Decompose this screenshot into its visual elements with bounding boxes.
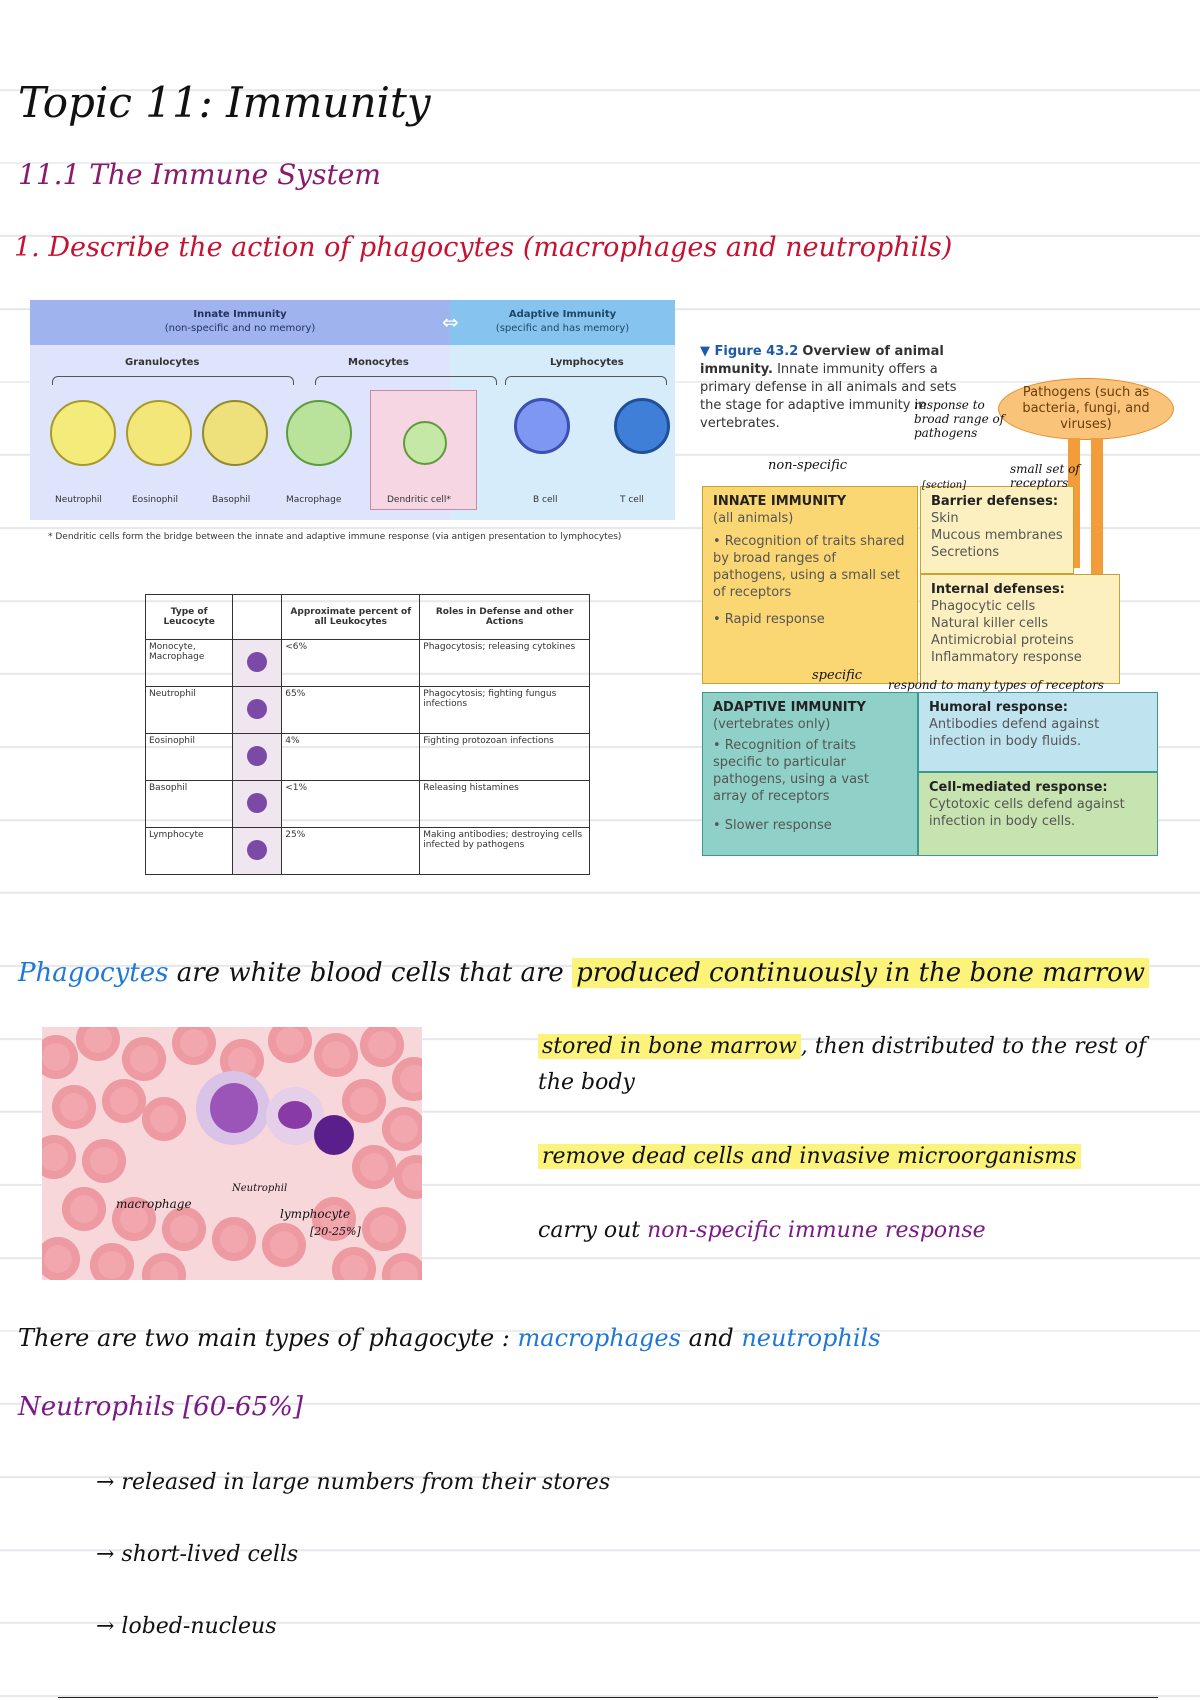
cell-micrograph	[233, 828, 281, 874]
figure-footnote: * Dendritic cells form the bridge between the innate and adaptive immune response (via antigen presentation to lymphocytes)	[48, 532, 622, 542]
label-lymphocyte: lymphocyte	[280, 1207, 351, 1221]
cell-micrograph	[233, 781, 281, 827]
note-remove: remove dead cells and invasive microorganisms	[538, 1144, 1081, 1169]
table-row: Monocyte, Macrophage <6% Phagocytosis; releasing cytokines	[146, 640, 590, 687]
label-neutrophil: Neutrophil	[232, 1183, 288, 1194]
note-stored-cont: the body	[538, 1070, 635, 1095]
label-basophil: Basophil	[212, 495, 251, 505]
cell-micrograph	[233, 687, 281, 733]
adaptive-immunity-box: ADAPTIVE IMMUNITY (vertebrates only) • Recognition of traits specific to particular pathogens, using a vast array of receptors • Slower response	[702, 692, 918, 856]
cell-micrograph	[233, 734, 281, 780]
group-granulocytes: Granulocytes	[125, 357, 200, 368]
humoral-response-box: Humoral response: Antibodies defend against infection in body fluids.	[918, 692, 1158, 772]
neutrophil-cell	[50, 400, 116, 466]
annotation-respond-many: respond to many types of receptors	[888, 678, 1104, 692]
lymphocyte-cell	[314, 1115, 354, 1155]
caption-label: ▼ Figure 43.2	[700, 344, 799, 359]
barrier-defenses-box: Barrier defenses: Skin Mucous membranes Secretions	[920, 486, 1074, 574]
adaptive-header: Adaptive Immunity (specific and has memory)	[450, 300, 675, 345]
annotation-non-specific: non-specific	[768, 458, 848, 473]
group-monocytes: Monocytes	[348, 357, 409, 368]
basophil-cell	[202, 400, 268, 466]
dendritic-cell-box	[370, 390, 477, 510]
note-carry: carry out non-specific immune response	[538, 1218, 986, 1243]
phagocytes-definition: Phagocytes are white blood cells that are produced continuously in the bone marrow	[18, 958, 1149, 988]
annotation-small-set: small set of receptors	[1010, 462, 1080, 490]
col-percent: Approximate percent of all Leukocytes	[282, 595, 420, 640]
note-stored: stored in bone marrow , then distributed to the rest of	[538, 1034, 1146, 1059]
label-dendritic: Dendritic cell*	[387, 495, 451, 505]
cell-micrograph	[233, 640, 281, 686]
b-cell	[514, 398, 570, 454]
eosinophil-cell	[126, 400, 192, 466]
neutrophil-point-2: → short-lived cells	[96, 1542, 299, 1567]
internal-defenses-box: Internal defenses: Phagocytic cells Natural killer cells Antimicrobial proteins Inflammatory response	[920, 574, 1120, 684]
label-macrophage: Macrophage	[286, 495, 342, 505]
leukocyte-figure	[30, 300, 675, 550]
cell-mediated-box: Cell-mediated response: Cytotoxic cells defend against infection in body cells.	[918, 772, 1158, 856]
col-type: Type of Leucocyte	[146, 595, 233, 640]
label-macrophage: macrophage	[116, 1197, 192, 1211]
double-arrow-icon: ⇔	[442, 310, 459, 334]
innate-immunity-box: INNATE IMMUNITY (all animals) • Recognition of traits shared by broad ranges of pathogens, using a small set of receptors • Rapid response	[702, 486, 918, 684]
innate-header: Innate Immunity (non-specific and no memory)	[30, 300, 450, 345]
annotation-response-broad: response to broad range of pathogens	[914, 398, 1005, 440]
label-lymph-percent: [20-25%]	[310, 1225, 361, 1238]
macrophage-cell	[196, 1071, 270, 1145]
macrophage-cell	[286, 400, 352, 466]
blood-smear-micrograph	[42, 1027, 422, 1280]
table-row: Eosinophil 4% Fighting protozoan infections	[146, 734, 590, 781]
label-t-cell: T cell	[620, 495, 644, 505]
leucocyte-table	[145, 594, 590, 875]
page-title: Topic 11: Immunity	[18, 78, 431, 127]
neutrophils-heading: Neutrophils [60-65%]	[18, 1392, 303, 1422]
table-row: Basophil <1% Releasing histamines	[146, 781, 590, 828]
figure-caption: ▼ Figure 43.2 Overview of animal immunity. Innate immunity offers a primary defense in all animals and sets the stage for adaptive immunity in vertebrates.	[700, 344, 957, 431]
neutrophil-point-1: → released in large numbers from their stores	[96, 1470, 611, 1495]
table-row: Neutrophil 65% Phagocytosis; fighting fungus infections	[146, 687, 590, 734]
pathogens-oval: Pathogens (such as bacteria, fungi, and viruses)	[998, 378, 1174, 440]
neutrophil-point-3: → lobed-nucleus	[96, 1614, 277, 1639]
page-bottom-rule	[58, 1697, 1158, 1698]
annotation-specific: specific	[812, 668, 863, 683]
col-role: Roles in Defense and other Actions	[420, 595, 590, 640]
question-heading: 1. Describe the action of phagocytes (macrophages and neutrophils)	[14, 232, 953, 263]
label-b-cell: B cell	[533, 495, 558, 505]
label-eosinophil: Eosinophil	[132, 495, 179, 505]
note-two-types: There are two main types of phagocyte : macrophages and neutrophils	[18, 1324, 881, 1352]
t-cell	[614, 398, 670, 454]
table-row: Lymphocyte 25% Making antibodies; destroying cells infected by pathogens	[146, 828, 590, 875]
group-lymphocytes: Lymphocytes	[550, 357, 624, 368]
label-neutrophil: Neutrophil	[55, 495, 102, 505]
section-heading: 11.1 The Immune System	[18, 158, 381, 191]
annotation-section: [section]	[922, 480, 967, 491]
